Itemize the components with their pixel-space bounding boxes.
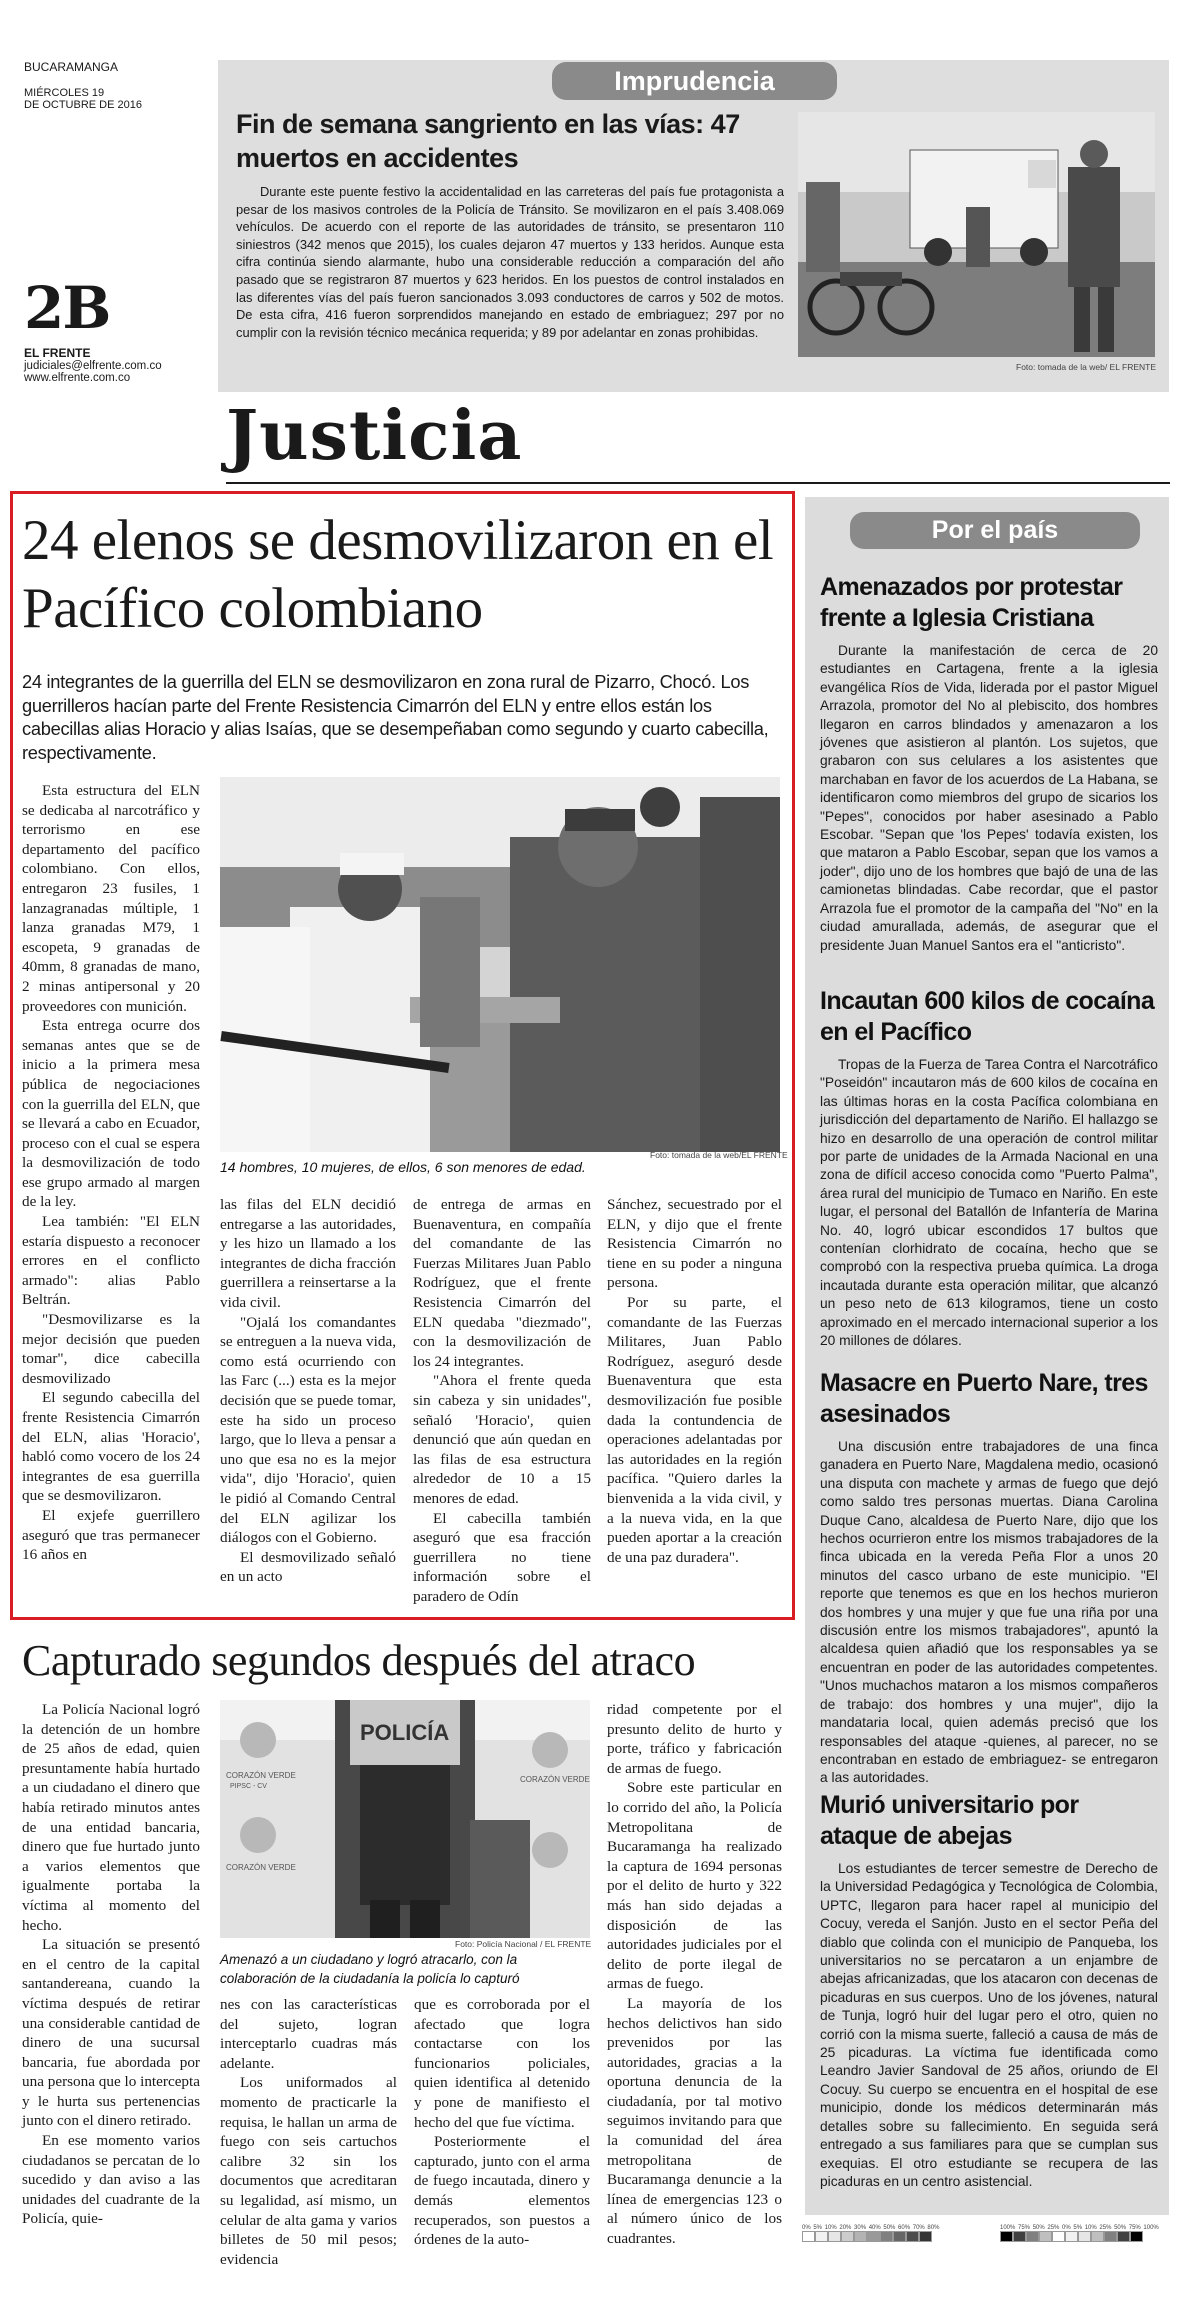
- print-scale-labels: 100% 75% 50% 25% 0% 5% 10% 25% 50% 75% 100%: [1000, 2225, 1159, 2231]
- main-headline: 24 elenos se desmovilizaron en el Pacífico colombiano: [22, 509, 774, 640]
- paragraph: "Ahora el frente queda sin cabeza y sin unidades", señaló 'Horacio', quien denunció que aún quedan en las filas de esa estructura alrededor de 10 a 15 menores de edad.: [413, 1372, 591, 1507]
- police-photo: [220, 1700, 590, 1938]
- police-photo-credit: Foto: Policía Nacional / EL FRENTE: [455, 1939, 592, 1949]
- main-lede: 24 integrantes de la guerrilla del ELN se desmovilizaron en zona rural de Pizarro, Chocó. Los guerrilleros hacían parte del Frente Resistencia Cimarrón del ELN y entre ellos están los cabecillas alias Horacio y alias Isaías, que se desempeñaban como segundo y cuarto cabecilla, respectivamente.: [22, 671, 769, 763]
- print-scale-right: [1000, 2225, 1159, 2242]
- paragraph: Esta estructura del ELN se dedicaba al narcotráfico y terrorismo en ese departamento del pacífico colombiano. Con ellos, entregaron 23 fusiles, 1 lanzagranadas múltiple, 1 lanza granadas M79, 1 escopeta, 9 granadas de 40mm, 8 granadas de mano, 2 minas antipersonal y 20 proveedores con munición.: [22, 782, 200, 1015]
- banner-text: CORAZÓN VERDE: [226, 1771, 296, 1780]
- section-title: Justicia: [226, 396, 523, 476]
- paragraph: Una discusión entre trabajadores de una finca ganadera en Puerto Nare, Magdalena medio, ocasionó una disputa con machete y armas de fuego que dejó como saldo tres personas muertas. Diana Carolina Duque Cano, alcaldesa de Puerto Nare, dijo que los hechos ocurrieron entre los mismos trabajadores de la finca ubicada en la vereda Peña Flor a unos 20 minutos del casco urbano de este municipio. "El reporte que tenemos es que en los hechos murieron dos hombres y una mujer y que fue una riña por una discusión entre los mismos trabajadores", apuntó la alcaldesa quien añadió que los responsables ya se encuentran en poder de las autoridades competentes. "Unos muchachos mataron a los mismos compañeros de trabajo: dos hombres y una mujer", dijo la mandataria local, quien además precisó que los responsables del ataque -quienes, al parecer, no se encontraban en estado de embriaguez- se entregaron a las autoridades.: [820, 1439, 1158, 1786]
- paragraph: Durante la manifestación de cerca de 20 estudiantes en Cartagena, frente a la iglesia evangélica Ríos de Vida, liderada por el pastor Miguel Arrazola, promotor del No al plebiscito, dos hombres llegaron en carros blindados y amenazaron a los jóvenes que asistieron al plantón. Los sujetos, que grabaron con sus celulares a los asistentes que marchaban en favor de los acuerdos de La Habana, se identificaron como miembros del grupo de sicarios los "Pepes", conocidos por haber asesinado a Pablo Escobar. "Sepan que 'los Pepes' todavía existen, los que mataron a Pablo Escobar, sepan que los vamos a joder", dijo uno de los hombres que bajó de una de las camionetas blindadas. Cabe recordar, que el pastor Arrazola fue el promotor de la campaña del "No" en la ciudad amurallada, además, de asegurar que el presidente Juan Manuel Santos era el "anticristo".: [820, 643, 1158, 953]
- sidebar-headline: Masacre en Puerto Nare, tres asesinados: [820, 1369, 1148, 1428]
- main-col-2: [220, 1195, 396, 1587]
- paragraph: "Ojalá los comandantes se entreguen a la nueva vida, como está ocurriendo con las Farc (...) esta es la mejor decisión que se puede tomar, este ha sido un proceso largo, que lo lleva a pensar a uno que esa no es la mejor vida", dijo 'Horacio', quien le pidió al Comando Central del ELN agilizar los diálogos con el Gobierno.: [220, 1313, 396, 1547]
- police-photo-caption: Amenazó a un ciudadano y logró atracarlo, con la colaboración de la ciudadanía la policía lo capturó: [220, 1952, 520, 1986]
- print-scale-swatches: [802, 2231, 939, 2242]
- section-rule: [226, 482, 1170, 484]
- banner-text: CORAZÓN VERDE: [226, 1863, 296, 1872]
- sidebar-item: [820, 1368, 1158, 1788]
- paragraph: "Desmovilizarse es la mejor decisión que pueden tomar", dice cabecilla desmovilizado: [22, 1311, 200, 1387]
- accident-photo: [798, 112, 1155, 357]
- sidebar-body: [820, 1860, 1158, 2191]
- paragraph: El segundo cabecilla del frente Resistencia Cimarrón del ELN, alias 'Horacio', habló como vocero de los 24 integrantes de esa guerrilla que se desmovilizaron.: [22, 1389, 200, 1505]
- paragraph: Sobre este particular en lo corrido del año, la Policía Metropolitana de Bucaramanga ha realizado la captura de 1694 personas por el delito de hurto y 322 más han sido dejadas a disposición de las autoridades judiciales por el delito de porte ilegal de armas de fuego.: [607, 1779, 782, 1993]
- page-number: 2B: [24, 274, 110, 342]
- demobilization-image: [220, 777, 780, 1152]
- second-col-1: [22, 1700, 200, 2229]
- banner-text-2: PIPSC - CV: [230, 1783, 267, 1790]
- paragraph: nes con las características del sujeto, logran interceptarlo cuadras más adelante.: [220, 1996, 397, 2072]
- main-col-4: [607, 1195, 782, 1567]
- sidebar-headline: Murió universitario por ataque de abejas: [820, 1791, 1079, 1850]
- second-headline: Capturado segundos después del atraco: [22, 1636, 696, 1685]
- sidebar-item: [820, 1790, 1158, 2191]
- top-story-headline: Fin de semana sangriento en las vías: 47 muertos en accidentes: [236, 109, 740, 173]
- main-col-3: [413, 1195, 591, 1606]
- paragraph: El desmovilizado señaló en un acto: [220, 1548, 396, 1586]
- masthead-city: BUCARAMANGA: [24, 60, 119, 74]
- top-story-body: Durante este puente festivo la accidentalidad en las carreteras del país fue protagonista a pesar de los masivos controles de la Policía de Tránsito. Se movilizaron en el país 3.408.069 vehículos. De acuerdo con el reporte de las autoridades de tránsito, se presentaron 110 siniestros (342 menos que 2015), los cuales dejaron 47 muertos y 133 heridos. Aunque esta cifra continúa siendo alarmante, hubo una considerable reducción a comparación del año pasado que se registraron 87 muertos y 623 heridos. En los puestos de control instalados en las diferentes vías del país fueron sancionados 3.093 conductores de carros y 502 de motos. De esta cifra, 416 fueron sorprendidos manejando en estado de embriaguez; 297 por no cumplir con la revisión técnico mecánica requerida; y 89 por adelantar en zonas prohibidas.: [236, 184, 784, 340]
- paragraph: Por su parte, el comandante de las Fuerzas Militares, Juan Pablo Rodríguez, aseguró desde Buenaventura que esta desmovilización fue posible dada la contundencia de operaciones adelantadas por las autoridades en la región pacífica. "Quiero darles la bienvenida a la vida civil, y a la nueva vida, en la que pueden aportar a la creación de una paz duradera".: [607, 1293, 782, 1566]
- sidebar-body: [820, 642, 1158, 955]
- email-link[interactable]: judiciales@elfrente.com.co: [24, 360, 162, 372]
- sidebar-item: [820, 572, 1158, 955]
- top-story-kicker: Imprudencia: [552, 62, 837, 100]
- arrest-image: [220, 1700, 590, 1938]
- main-col-1: [22, 781, 200, 1565]
- banner-text: CORAZÓN VERDE: [520, 1775, 590, 1784]
- sidebar-headline: Amenazados por protestar frente a Iglesia Cristiana: [820, 573, 1123, 632]
- paragraph: Sánchez, secuestrado por el ELN, y dijo que el frente Resistencia Cimarrón no tiene en su poder a ninguna persona.: [607, 1196, 782, 1292]
- paragraph: de entrega de armas en Buenaventura, en compañía del comandante de las Fuerzas Militares Juan Pablo Rodríguez, que el frente Resistencia Cimarrón del ELN quedaba "diezmado", con la desmovilización de los 24 integrantes.: [413, 1196, 591, 1370]
- masthead-contact: [24, 346, 162, 384]
- eln-photo-credit: Foto: tomada de la web/EL FRENTE: [650, 1150, 788, 1160]
- paragraph: La mayoría de los hechos delictivos han sido prevenidos por las autoridades, gracias a la oportuna denuncia de la ciudadanía, por tal motivo seguimos invitando para que la comunidad del área metropolitana de Bucaramanga denuncie a la línea de emergencias 123 o al número único de los cuadrantes.: [607, 1994, 782, 2248]
- website-link[interactable]: www.elfrente.com.co: [24, 372, 131, 384]
- paragraph: Los estudiantes de tercer semestre de Derecho de la Universidad Pedagógica y Tecnológica de Colombia, UPTC, llegaron para hacer rapel al municipio del Cocuy, vereda el Sanjón. Justo en el sector Peña del diablo que colinda con el municipio de Panqueba, los universitarios no se percataron a un enjambre de abejas africanizadas, que los atacaron con decenas de picaduras en sus cuerpos. Uno de los jóvenes, natural de Tunja, logró huir del lugar pero el otro, quien no corrió con la misma suerte, falleció a causa de más de 25 picaduras. La víctima fue identificada como Leandro Javier Sandoval de 25 años, oriundo de El Cocuy. Su cuerpo se encuentra en el hospital de ese municipio, donde los médicos determinarán más detalles sobre su fallecimiento. En seguida será entregado a sus familiares para que se cumplan sus exequias. El otro estudiante se recupera de las picaduras en un centro asistencial.: [820, 1861, 1158, 2189]
- top-photo-credit: Foto: tomada de la web/ EL FRENTE: [1016, 362, 1156, 372]
- masthead: [24, 60, 214, 111]
- print-scale-left: [802, 2225, 939, 2242]
- paragraph: Posteriormente el capturado, junto con el arma de fuego incautada, dinero y demás elementos recuperados, son puestos a órdenes de la auto-: [414, 2133, 590, 2249]
- masthead-date: DE OCTUBRE DE 2016: [24, 99, 142, 111]
- paper-name: EL FRENTE: [24, 346, 91, 360]
- paragraph: que es corroborada por el afectado que logra contactarse con los funcionarios policiales, quien identifica al detenido y pone de manifiesto el hecho del que fue víctima.: [414, 1996, 590, 2131]
- paragraph: las filas del ELN decidió entregarse a las autoridades, y les hizo un llamado a los integrantes de dicha fracción guerrillera a reinsertarse a la vida civil.: [220, 1196, 396, 1311]
- masthead-day: MIÉRCOLES 19: [24, 87, 105, 99]
- paragraph: Lea también: "El ELN estaría dispuesto a reconocer errores en el conflicto armado": alias Pablo Beltrán.: [22, 1213, 200, 1309]
- paragraph: Tropas de la Fuerza de Tarea Contra el Narcotráfico "Poseidón" incautaron más de 600 kilos de cocaína en las últimas horas en la costa Pacífica colombiana en jurisdicción del departamento de Nariño. El hallazgo se hizo en desarrollo de una operación de control militar por parte de unidades de la Armada Nacional en una zona de difícil acceso conocida como "Puerto Palma", área rural del municipio de Tumaco en Nariño. En este lugar, el personal del Batallón de Infantería de Marina No. 40, logró ubicar escondidos 17 bultos que contenían clorhidrato de cocaína, hecho que se comprobó con la respectiva prueba química. La droga incautada durante esta operación militar, que alcanzó un peso neto de 613 kilogramos, tiene un costo aproximado en el mercado internacional superior a los 20 millones de dólares.: [820, 1057, 1158, 1349]
- second-col-4: [607, 1700, 782, 2249]
- eln-photo: [220, 777, 780, 1152]
- paragraph: La situación se presentó en el centro de la capital santandereana, cuando la víctima después de retirar una considerable cantidad de dinero de una sucursal bancaria, fue abordada por una persona que lo intercepta y le hurta sus pertenencias junto con el dinero retirado.: [22, 1936, 200, 2130]
- print-scale-swatches: [1000, 2231, 1159, 2242]
- second-col-2: [220, 1995, 397, 2269]
- paragraph: El cabecilla también aseguró que esa fracción guerrillera no tiene información sobre el paradero de Odín: [413, 1509, 591, 1605]
- sidebar-item: [820, 986, 1158, 1351]
- sidebar-body: [820, 1438, 1158, 1788]
- paragraph: Los uniformados al momento de practicarle la requisa, le hallan un arma de fuego con seis cartuchos calibre 32 sin los documentos que acreditaran su legalidad, así mismo, un celular de alta gama y varios billetes de 50 mil pesos; evidencia: [220, 2074, 397, 2268]
- paragraph: La Policía Nacional logró la detención de un hombre de 25 años de edad, quien presuntamente había hurtado a un ciudadano el dinero que había retirado minutos antes de una entidad bancaria, dinero que fue hurtado junto a varios elementos que igualmente portaba la víctima al momento del hecho.: [22, 1701, 200, 1934]
- paragraph: El exjefe guerrillero aseguró que tras permanecer 16 años en: [22, 1506, 200, 1564]
- paragraph: ridad competente por el presunto delito de hurto y porte, tráfico y fabricación de armas de fuego.: [607, 1701, 782, 1777]
- second-col-3: [414, 1995, 590, 2250]
- eln-photo-caption: 14 hombres, 10 mujeres, de ellos, 6 son menores de edad.: [220, 1159, 586, 1175]
- print-scale-labels: 0% 5% 10% 20% 30% 40% 50% 60% 70% 80%: [802, 2225, 940, 2231]
- paragraph: Esta entrega ocurre dos semanas antes que se de inicio a la primera mesa pública de negociaciones con la guerrilla del ELN, que se llevará a cabo en Ecuador, proceso con el cual se espera la desmovilización de todo ese grupo armado al margen de la ley.: [22, 1017, 200, 1211]
- paragraph: En ese momento varios ciudadanos se percatan de lo sucedido y dan aviso a las unidades del cuadrante de la Policía, quie-: [22, 2132, 200, 2228]
- sidebar-headline: Incautan 600 kilos de cocaína en el Pacífico: [820, 987, 1155, 1046]
- sidebar-body: [820, 1056, 1158, 1351]
- accident-scene-image: [798, 112, 1155, 357]
- police-vest-text: POLICÍA: [360, 1720, 450, 1745]
- sidebar-title: Por el país: [850, 512, 1140, 549]
